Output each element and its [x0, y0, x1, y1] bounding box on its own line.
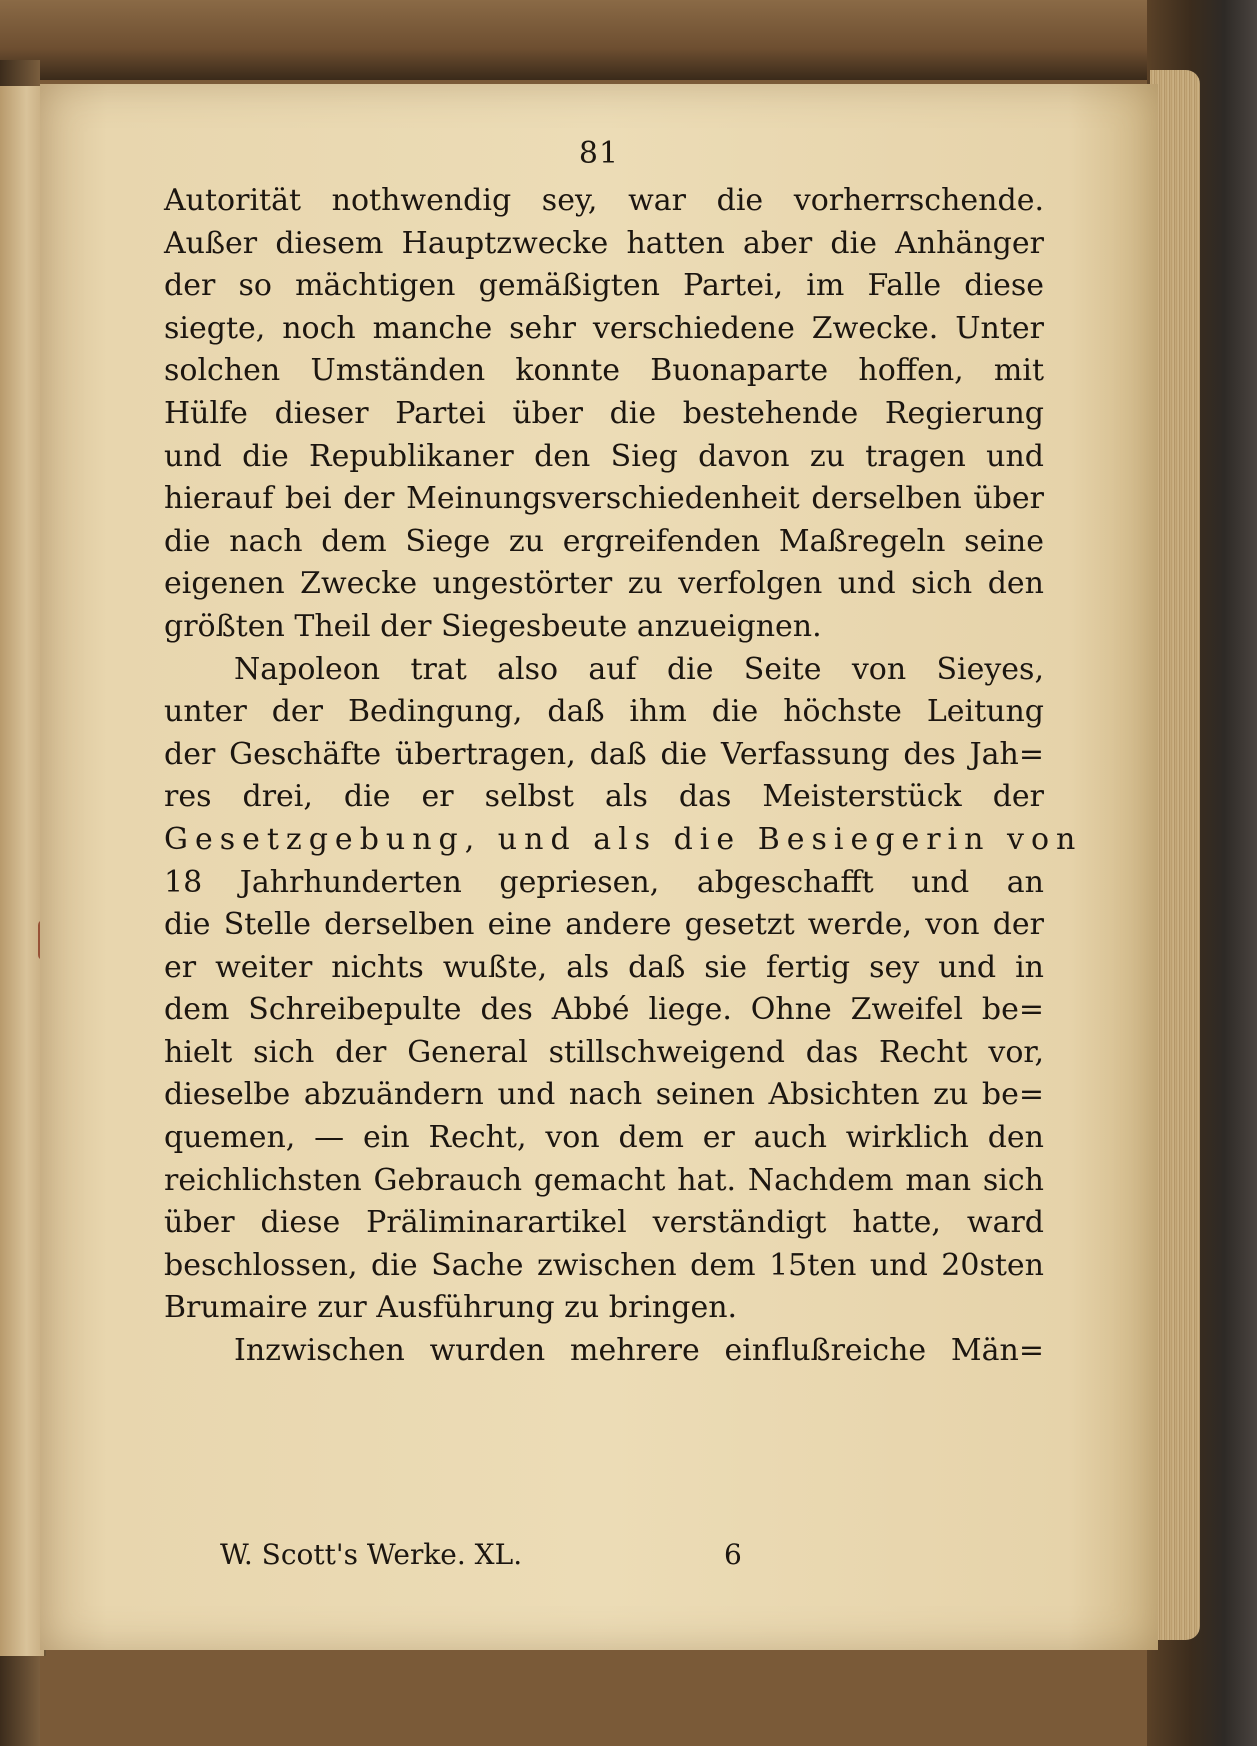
page-number: 81	[578, 136, 620, 171]
text-line: reichlichsten Gebrauch gemacht hat. Nachdem man sich	[164, 1162, 1044, 1198]
page-footer	[164, 1538, 1044, 1582]
text-line: die Stelle derselben eine andere gesetzt werde, von der	[164, 907, 1044, 943]
text-line: Autorität nothwendig sey, war die vorherrschende.	[164, 183, 1044, 218]
text-line: Gesetzgebung, und als die Besiegerin von	[164, 821, 1083, 857]
text-line: dem Schreibepulte des Abbé liege. Ohne Zweifel be=	[164, 992, 1044, 1028]
text-line: eigenen Zwecke ungestörter zu verfolgen und sich den	[164, 566, 1044, 602]
text-line: dieselbe abzuändern und nach seinen Absichten zu be=	[164, 1077, 1044, 1113]
book-page	[40, 84, 1158, 1650]
text-line: über diese Präliminarartikel verständigt hatte, ward	[164, 1205, 1044, 1241]
text-line: er weiter nichts wußte, als daß sie fertig sey und in	[164, 949, 1044, 985]
text-line: hierauf bei der Meinungsverschiedenheit derselben über	[164, 481, 1044, 517]
book-cover-top	[0, 0, 1257, 80]
body-text	[164, 180, 1083, 1373]
text-line: 18 Jahrhunderten gepriesen, abgeschafft und an	[164, 864, 1044, 900]
text-line: Hülfe dieser Partei über die bestehende Regierung	[164, 395, 1044, 431]
text-line: der so mächtigen gemäßigten Partei, im Falle diese	[164, 268, 1044, 304]
text-line: der Geschäfte übertragen, daß die Verfassung des Jah=	[164, 736, 1044, 772]
text-line: Außer diesem Hauptzwecke hatten aber die Anhänger	[164, 225, 1044, 261]
text-line: res drei, die er selbst als das Meisterstück der	[164, 779, 1044, 815]
text-line: siegte, noch manche sehr verschiedene Zwecke. Unter	[164, 310, 1044, 346]
text-line: Brumaire zur Ausführung zu bringen.	[164, 1290, 738, 1326]
footer-sheet-number: 6	[724, 1538, 742, 1571]
text-line: Inzwischen wurden mehrere einflußreiche Män=	[234, 1333, 1044, 1369]
text-line: hielt sich der General stillschweigend das Recht vor,	[164, 1034, 1044, 1070]
text-line: quemen, — ein Recht, von dem er auch wirklich den	[164, 1120, 1044, 1156]
text-line: die nach dem Siege zu ergreifenden Maßregeln seine	[164, 523, 1044, 559]
text-line: unter der Bedingung, daß ihm die höchste Leitung	[164, 694, 1044, 730]
text-line: Napoleon trat also auf die Seite von Sieyes,	[234, 651, 1044, 687]
text-line: größten Theil der Siegesbeute anzueignen.	[164, 608, 822, 644]
text-line: beschlossen, die Sache zwischen dem 15ten und 20sten	[164, 1247, 1044, 1283]
footer-signature: W. Scott's Werke. XL.	[220, 1538, 523, 1571]
text-line: solchen Umständen konnte Buonaparte hoffen, mit	[164, 353, 1044, 389]
text-line: und die Republikaner den Sieg davon zu tragen und	[164, 438, 1044, 474]
